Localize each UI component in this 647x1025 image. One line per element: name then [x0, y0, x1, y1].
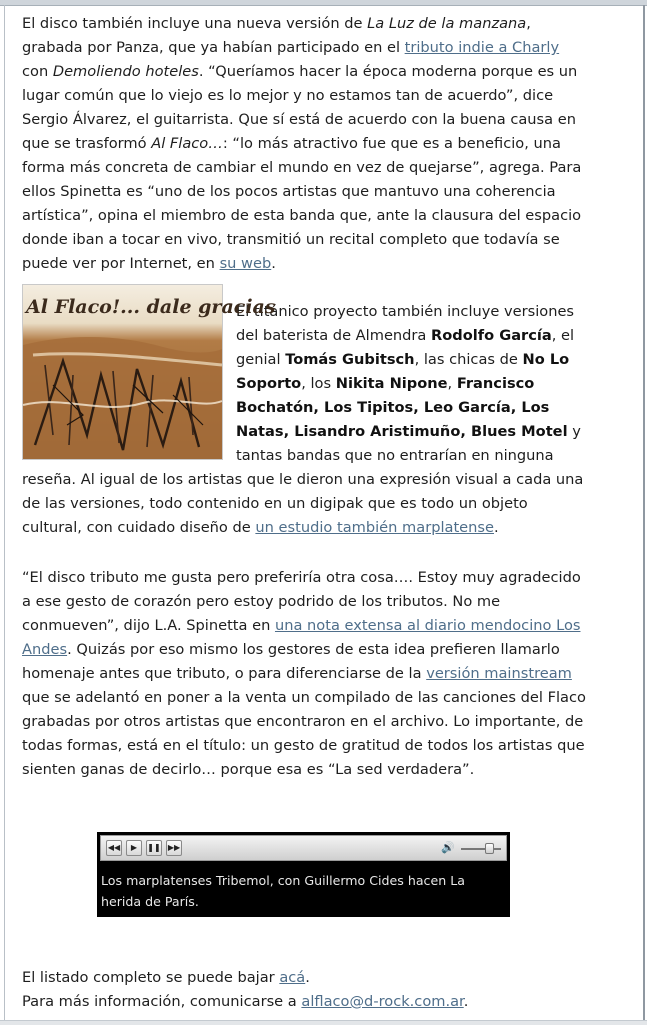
- paragraph-3: [22, 566, 588, 782]
- cover-title-text: Al Flaco!... dale gracias: [26, 296, 276, 318]
- next-track-button[interactable]: ▶▶: [166, 840, 182, 856]
- text: , grabada por Panza, que ya habían participado en el: [22, 15, 531, 56]
- player-caption: Los marplatenses Tribemol, con Guillermo Cides hacen La herida de París.: [101, 873, 465, 909]
- paragraph-1: [22, 12, 588, 276]
- text: y tantas bandas que no entrarían en ninguna reseña. Al igual de los artistas que le dieron una expresión visual a cada una de las versiones, todo contenido en un digipak que es todo un objeto cultural, con cuidado diseño de: [22, 423, 584, 536]
- download-line: [22, 966, 588, 990]
- text: El disco también incluye una nueva versión de: [22, 15, 368, 32]
- volume-icon[interactable]: 🔊: [441, 841, 455, 854]
- text: El listado completo se puede bajar: [22, 969, 280, 986]
- link-nota-los-andes[interactable]: una nota extensa al diario mendocino Los Andes: [22, 617, 581, 658]
- text: , los: [301, 375, 336, 392]
- link-su-web[interactable]: su web: [219, 255, 272, 272]
- article-body: [22, 12, 588, 782]
- text: El titánico proyecto también incluye versiones del baterista de Almendra: [236, 303, 575, 344]
- window-left-border: [4, 5, 5, 1024]
- player-controls: [100, 835, 507, 861]
- play-button[interactable]: ▶: [126, 840, 142, 856]
- text: . “Queríamos hacer la época moderna porque es un lugar común que lo viejo es lo mejor y no estamos tan de acuerdo”, dice Sergio Álvarez, el guitarrista. Que sí está de acuerdo con la buena causa en que se trasformó: [22, 63, 578, 152]
- link-estudio-marplatense[interactable]: un estudio también marplatense: [255, 519, 494, 536]
- text: ,: [447, 375, 457, 392]
- link-tributo-indie[interactable]: tributo indie a Charly: [404, 39, 560, 56]
- window-right-scrollbar-edge: [643, 5, 645, 1024]
- text: .: [271, 255, 276, 272]
- artist-name: Rodolfo García: [431, 327, 552, 344]
- text: Para más información, comunicarse a: [22, 993, 302, 1010]
- text: con: [22, 63, 53, 80]
- contact-line: [22, 990, 588, 1014]
- text: : “lo más atractivo fue que es a beneficio, una forma más concreta de cambiar el mundo en vez de quejarse”, agrega. Para ellos Spinetta es “uno de los pocos artistas que mantuvo una coherencia artística”, opina el miembro de esta banda que, ante la clausura del espacio donde iban a tocar en vivo, transmitió un recital completo que todavía se puede ver por Internet, en: [22, 135, 582, 272]
- text: , el genial: [236, 327, 575, 368]
- artist-name: Nikita Nipone: [335, 375, 448, 392]
- download-link[interactable]: acá: [279, 969, 306, 986]
- volume-slider-handle[interactable]: [485, 843, 494, 854]
- text: . Quizás por eso mismo los gestores de esta idea prefieren llamarlo homenaje antes que tributo, o para diferenciarse de la: [22, 641, 560, 682]
- volume-slider-track[interactable]: [461, 848, 501, 850]
- text: .: [494, 519, 499, 536]
- text: , las chicas de: [414, 351, 523, 368]
- window-bottom-border: [0, 1020, 647, 1025]
- article-footer: [22, 966, 588, 1014]
- album-cover-image: [22, 284, 276, 460]
- text: .: [463, 993, 469, 1010]
- window-top-border: [0, 0, 647, 6]
- text: que se adelantó en poner a la venta un compilado de las canciones del Flaco grabadas por otros artistas que encontraron en el archivo. Lo importante, de todas formas, está en el título: un gesto de gratitud de todos los artistas que sienten ganas de decirlo… porque esa es “La sed verdadera”.: [22, 689, 586, 778]
- audio-player: [97, 832, 510, 917]
- album-cover-art: [23, 285, 276, 459]
- album-title: Al Flaco…: [151, 135, 223, 152]
- song-title: La Luz de la manzana: [367, 15, 527, 32]
- artist-name: No Lo Soporto: [236, 351, 570, 392]
- song-title: Demoliendo hoteles: [52, 63, 199, 80]
- text: .: [305, 969, 310, 986]
- artist-name: Tomás Gubitsch: [285, 351, 415, 368]
- previous-track-button[interactable]: ◀◀: [106, 840, 122, 856]
- link-version-mainstream[interactable]: versión mainstream: [426, 665, 572, 682]
- text: “El disco tributo me gusta pero preferiría otra cosa…. Estoy muy agradecido a ese gesto de corazón pero estoy podrido de los tributos. No me conmueven”, dijo L.A. Spinetta en: [22, 569, 581, 634]
- artist-list: Francisco Bochatón, Los Tipitos, Leo García, Los Natas, Lisandro Aristimuño, Blues Motel: [236, 375, 568, 440]
- pause-button[interactable]: ❚❚: [146, 840, 162, 856]
- contact-email-link[interactable]: alflaco@d-rock.com.ar: [301, 993, 464, 1010]
